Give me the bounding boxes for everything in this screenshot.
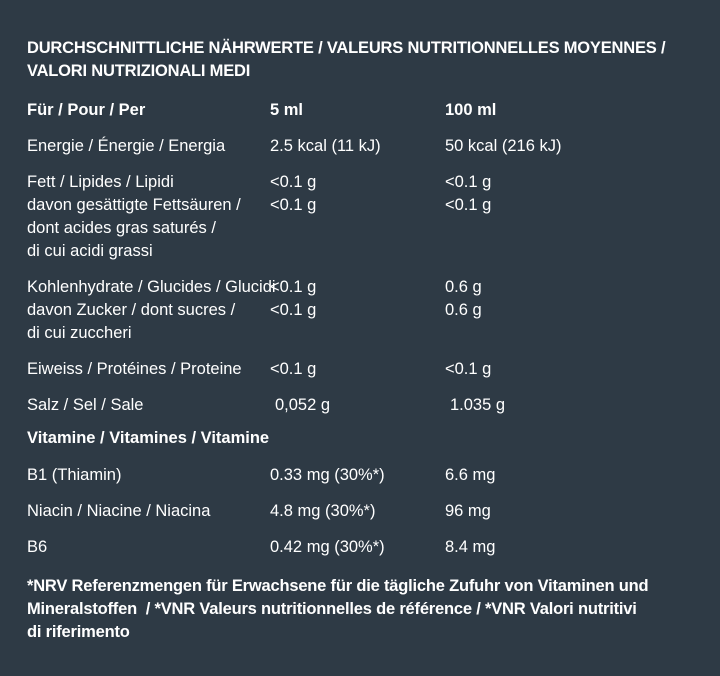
row-salt: [27, 394, 697, 417]
b6-5ml: 0.42 mg (30%*): [270, 538, 385, 556]
sugars-100ml: 0.6 g: [445, 301, 482, 319]
row-energy: [27, 135, 697, 158]
saturated-label-line-3: di cui acidi grassi: [27, 242, 153, 260]
protein-100ml: <0.1 g: [445, 360, 492, 378]
niacin-label: Niacin / Niacine / Niacina: [27, 502, 211, 520]
saturated-label-line-1: davon gesättigte Fettsäuren /: [27, 196, 241, 214]
table-header: [27, 99, 697, 122]
row-saturated-fat: [27, 194, 697, 263]
b6-100ml: 8.4 mg: [445, 538, 496, 556]
row-protein: [27, 358, 697, 381]
salt-100ml: 1.035 g: [450, 396, 506, 414]
header-col-100ml: 100 ml: [445, 101, 497, 119]
b1-100ml: 6.6 mg: [445, 466, 496, 484]
row-vitamin-b1: [27, 464, 697, 487]
saturated-label-line-2: dont acides gras saturés /: [27, 219, 216, 237]
fat-100ml: <0.1 g: [445, 173, 492, 191]
energy-label: Energie / Énergie / Energia: [27, 137, 226, 155]
saturated-fat-label: [27, 194, 270, 263]
niacin-100ml: 96 mg: [445, 502, 491, 520]
footnote-line-1: *NRV Referenzmengen für Erwachsene für die tägliche Zufuhr von Vitaminen und: [27, 577, 649, 595]
b1-label: B1 (Thiamin): [27, 466, 122, 484]
sugars-label-line-2: di cui zuccheri: [27, 324, 132, 342]
header-col-5ml: 5 ml: [270, 101, 304, 119]
fat-label: Fett / Lipides / Lipidi: [27, 173, 174, 191]
fat-5ml: <0.1 g: [270, 173, 317, 191]
sugars-label-line-1: davon Zucker / dont sucres /: [27, 301, 236, 319]
saturated-fat-5ml: <0.1 g: [270, 196, 317, 214]
niacin-5ml: 4.8 mg (30%*): [270, 502, 376, 520]
b6-label: B6: [27, 538, 48, 556]
title-line-1: DURCHSCHNITTLICHE NÄHRWERTE / VALEURS NUTRITIONNELLES MOYENNES /: [27, 39, 666, 57]
protein-5ml: <0.1 g: [270, 360, 317, 378]
protein-label: Eiweiss / Protéines / Proteine: [27, 360, 242, 378]
row-fat: [27, 171, 697, 194]
carbs-5ml: <0.1 g: [270, 278, 317, 296]
b1-5ml: 0.33 mg (30%*): [270, 466, 385, 484]
salt-label: Salz / Sel / Sale: [27, 396, 144, 414]
footnote-line-3: di riferimento: [27, 623, 130, 641]
row-sugars: [27, 299, 697, 345]
footnote-line-2: Mineralstoffen / *VNR Valeurs nutritionnelles de référence / *VNR Valori nutritivi: [27, 600, 637, 618]
saturated-fat-100ml: <0.1 g: [445, 196, 492, 214]
carbs-label: Kohlenhydrate / Glucides / Glucidi: [27, 278, 276, 296]
vitamins-title: Vitamine / Vitamines / Vitamine: [27, 429, 270, 447]
header-label: Für / Pour / Per: [27, 101, 146, 119]
energy-5ml: 2.5 kcal (11 kJ): [270, 137, 381, 155]
row-carbohydrates: [27, 276, 697, 299]
nrv-footnote: [27, 575, 697, 644]
row-vitamin-b6: [27, 536, 697, 559]
sugars-label: [27, 299, 270, 345]
nutrition-panel: [27, 37, 697, 644]
carbs-100ml: 0.6 g: [445, 278, 482, 296]
title-line-2: VALORI NUTRIZIONALI MEDI: [27, 62, 251, 80]
energy-100ml: 50 kcal (216 kJ): [445, 137, 562, 155]
sugars-5ml: <0.1 g: [270, 301, 317, 319]
salt-5ml: 0,052 g: [275, 396, 331, 414]
nutrition-title: [27, 37, 697, 83]
row-niacin: [27, 500, 697, 523]
